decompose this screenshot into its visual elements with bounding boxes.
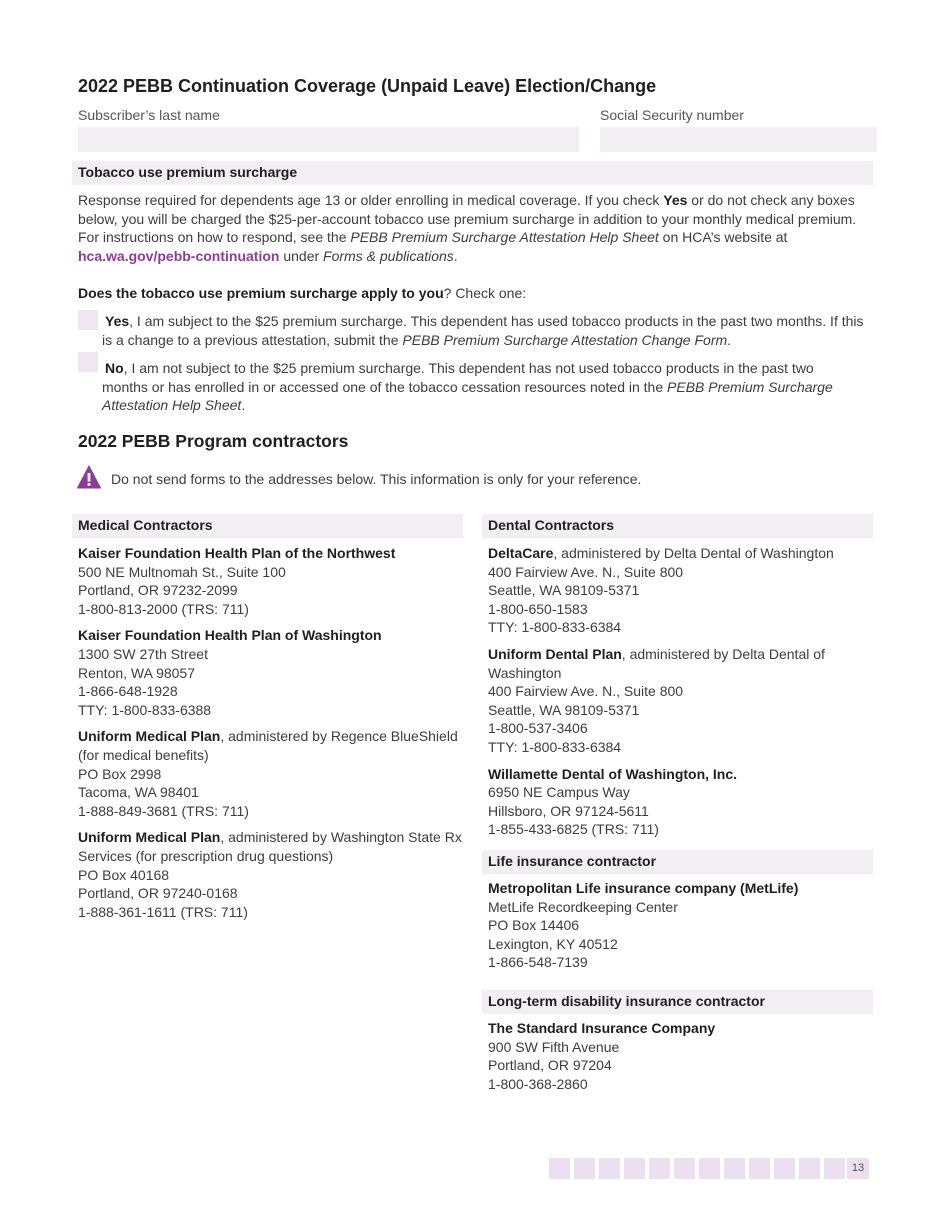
warning-icon	[77, 465, 101, 489]
life-list	[488, 879, 868, 980]
contractor-address-line: 1-800-813-2000 (TRS: 711)	[78, 600, 249, 617]
contractor-entry	[78, 727, 463, 820]
contractor-address-line: 1-855-433-6825 (TRS: 711)	[488, 821, 659, 838]
contractor-address-line: 400 Fairview Ave. N., Suite 800	[488, 563, 684, 580]
page-number: 13	[847, 1158, 869, 1179]
contractor-address-line: 900 SW Fifth Avenue	[488, 1038, 620, 1055]
contractor-entry	[78, 544, 463, 618]
contractor-address-line: 1300 SW 27th Street	[78, 645, 208, 662]
contractor-address-line: Lexington, KY 40512	[488, 935, 618, 952]
contractor-address-line: Portland, OR 97232-2099	[78, 582, 238, 599]
contractor-entry	[488, 544, 868, 637]
medical-heading: Medical Contractors	[72, 514, 463, 538]
ssn-field[interactable]	[600, 127, 877, 152]
contractor-address-line: 500 NE Multnomah St., Suite 100	[78, 563, 286, 580]
contractor-name: Uniform Medical Plan, administered by Regence BlueShield (for medical benefits)	[78, 728, 458, 763]
contractor-entry	[488, 765, 868, 839]
footer-decoration	[549, 1158, 845, 1179]
contractor-address-line: Tacoma, WA 98401	[78, 784, 199, 801]
contractor-address-line: 6950 NE Campus Way	[488, 784, 630, 801]
contractor-name: DeltaCare, administered by Delta Dental of Washington	[488, 545, 834, 561]
life-heading: Life insurance contractor	[482, 850, 873, 874]
contractor-address-line: PO Box 40168	[78, 866, 170, 883]
tobacco-instructions: Response required for dependents age 13 or older enrolling in medical coverage. If you check Yes or do not check any boxes below, you will be charged the $25-per-account tobacco use premium surcharge in addition to your monthly medical premium. For instructions on how to respond, see the PEBB Premium Surcharge Attestation Help Sheet on HCA’s website at hca.wa.gov/pebb-continuation under Forms & publications.	[78, 192, 857, 264]
ssn-label: Social Security number	[600, 107, 744, 123]
contractor-address-line: Seattle, WA 98109-5371	[488, 701, 640, 718]
contractor-entry	[78, 828, 463, 921]
medical-list	[78, 544, 463, 929]
contractor-address-line: MetLife Recordkeeping Center	[488, 898, 678, 915]
hca-website-link[interactable]: hca.wa.gov/pebb-continuation	[78, 247, 280, 264]
contractor-address-line: TTY: 1-800-833-6384	[488, 738, 622, 755]
contractor-address-line: 1-800-368-2860	[488, 1075, 588, 1092]
tobacco-no-option: No, I am not subject to the $25 premium surcharge. This dependent has not used tobacco products in the past two months or has enrolled in or accessed one of the tobacco cessation resources noted in the PEBB Premium Surcharge Attestation Help Sheet.	[102, 360, 833, 413]
contractor-address-line: 1-866-548-7139	[488, 954, 588, 971]
last-name-field[interactable]	[78, 127, 579, 152]
tobacco-no-checkbox[interactable]	[78, 352, 98, 372]
contractor-name: Kaiser Foundation Health Plan of the Northwest	[78, 545, 396, 561]
dental-heading: Dental Contractors	[482, 514, 873, 538]
contractor-name: Kaiser Foundation Health Plan of Washington	[78, 627, 382, 644]
tobacco-yes-option: Yes, I am subject to the $25 premium surcharge. This dependent has used tobacco products in the past two months. If this is a change to a previous attestation, submit the PEBB Premium Surcharge Attestation Change Form.	[102, 313, 864, 348]
contractor-entry	[488, 879, 868, 972]
contractor-name: Uniform Dental Plan, administered by Delta Dental of Washington	[488, 645, 825, 681]
last-name-label: Subscriber’s last name	[78, 107, 220, 123]
ltd-heading: Long-term disability insurance contractor	[482, 990, 873, 1014]
contractor-name: Uniform Medical Plan, administered by Washington State Rx Services (for prescription drug questions)	[78, 829, 462, 864]
contractor-address-line: 400 Fairview Ave. N., Suite 800	[488, 683, 684, 700]
contractor-address-line: 1-866-648-1928	[78, 683, 178, 700]
contractor-address-line: TTY: 1-800-833-6388	[78, 701, 212, 718]
page-title: 2022 PEBB Continuation Coverage (Unpaid Leave) Election/Change	[78, 76, 657, 96]
contractor-address-line: Portland, OR 97240-0168	[78, 885, 238, 902]
contractor-address-line: 1-800-650-1583	[488, 600, 588, 617]
contractor-address-line: TTY: 1-800-833-6384	[488, 619, 622, 636]
contractor-name: Willamette Dental of Washington, Inc.	[488, 765, 738, 782]
tobacco-question: Does the tobacco use premium surcharge apply to you? Check one:	[78, 285, 527, 301]
contractor-address-line: 1-888-361-1611 (TRS: 711)	[78, 903, 248, 920]
ltd-list	[488, 1019, 868, 1101]
contractor-address-line: Portland, OR 97204	[488, 1057, 612, 1074]
contractor-address-line: 1-888-849-3681 (TRS: 711)	[78, 802, 249, 819]
contractor-entry	[78, 626, 463, 719]
contractor-name: The Standard Insurance Company	[488, 1020, 716, 1036]
tobacco-section-heading: Tobacco use premium surcharge	[72, 161, 873, 185]
contractor-address-line: Hillsboro, OR 97124-5611	[488, 802, 649, 819]
contractor-address-line: Seattle, WA 98109-5371	[488, 582, 640, 599]
contractors-heading: 2022 PEBB Program contractors	[78, 431, 349, 451]
dental-list	[488, 544, 868, 847]
warning-text: Do not send forms to the addresses below. This information is only for your reference.	[111, 471, 642, 487]
contractor-entry	[488, 645, 868, 757]
contractor-address-line: 1-800-537-3406	[488, 720, 588, 737]
contractor-name: Metropolitan Life insurance company (MetLife)	[488, 880, 799, 896]
contractor-address-line: PO Box 2998	[78, 765, 162, 782]
contractor-entry	[488, 1019, 868, 1093]
contractor-address-line: Renton, WA 98057	[78, 664, 196, 681]
tobacco-yes-checkbox[interactable]	[78, 310, 98, 330]
contractor-address-line: PO Box 14406	[488, 917, 580, 934]
